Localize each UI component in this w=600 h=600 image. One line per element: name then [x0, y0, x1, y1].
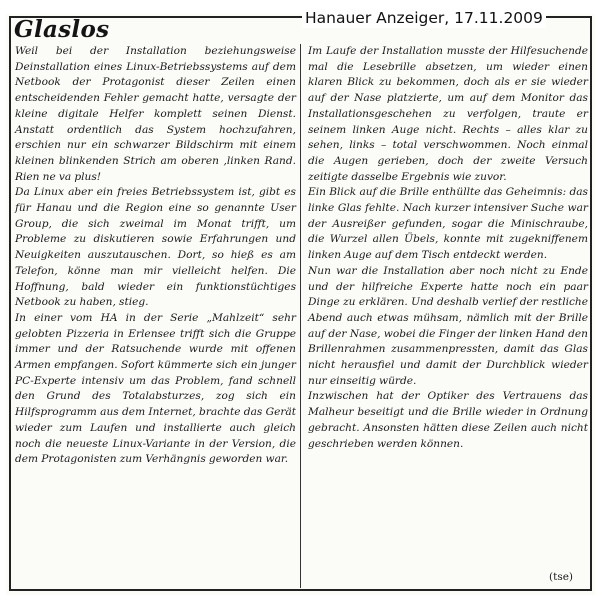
paragraph: Im Laufe der Installation musste der Hilfesuchende mal die Lesebrille absetzen, um wieder einen klaren Blick zu bekommen, doch als er sie wieder auf der Nase platzierte, um auf dem Monitor das Installationsgeschehen zu verfolgen, traute er seinem linken Auge nicht. Rechts – alles klar zu sehen, links – total verschwommen. Noch einmal die Augen gerieben, doch der zweite Versuch zeitigte dasselbe Ergebnis wie zuvor.: [308, 45, 588, 183]
paragraph: Weil bei der Installation beziehungsweise Deinstallation eines Linux-Betriebssystems auf dem Netbook der Protagonist dieser Zeilen einen entscheidenden Fehler gemacht hatte, versagte der kleine digitale Helfer komplett seinen Dienst. Anstatt ordentlich das System hochzufahren, erschien nur ein schwarzer Bildschirm mit einem kleinen blinkenden Strich am oberen ,linken Rand. Rien ne va plus!: [15, 45, 296, 183]
paragraph: Inzwischen hat der Optiker des Vertrauens das Malheur beseitigt und die Brille wieder in Ordnung gebracht. Ansonsten hätten diese Zeilen auch nicht geschrieben werden können.: [308, 390, 588, 450]
paragraph: Da Linux aber ein freies Betriebssystem ist, gibt es für Hanau und die Region eine so genannte User Group, die sich zweimal im Monat trifft, um Probleme zu diskutieren sowie Erfahrungen und Neuigkeiten auszutauschen. Dort, so hieß es am Telefon, könne man mir vielleicht helfen. Die Hoffnung, bald wieder ein funktionstüchtiges Netbook zu haben, stieg.: [15, 186, 296, 309]
article-column-left: [15, 44, 296, 468]
author-signature: (tse): [549, 571, 574, 583]
column-divider: [300, 44, 301, 588]
article-column-right: [308, 44, 588, 452]
headline: Glaslos: [14, 16, 110, 43]
source-label: Hanauer Anzeiger, 17.11.2009: [302, 8, 546, 28]
paragraph: Nun war die Installation aber noch nicht zu Ende und der hilfreiche Experte hatte noch ein paar Dinge zu erklären. Und deshalb verlief der restliche Abend auch etwas mühsam, nämlich mit der Brille auf der Nase, wobei die Finger der linken Hand den Brillenrahmen zusammenpressten, damit das Glas nicht herausfiel und damit der Durchblick wieder nur einseitig würde.: [308, 264, 588, 387]
paragraph: Ein Blick auf die Brille enthüllte das Geheimnis: das linke Glas fehlte. Nach kurzer intensiver Suche war der Ausreißer gefunden, sogar die Minischraube, die Wurzel allen Übels, konnte mit zugekniffenem linken Auge auf dem Tisch entdeckt werden.: [308, 186, 588, 262]
paragraph: In einer vom HA in der Serie „Mahlzeit“ sehr gelobten Pizzeria in Erlensee trifft sich die Gruppe immer und der Ratsuchende wurde mit offenen Armen empfangen. Sofort kümmerte sich ein junger PC-Experte intensiv um das Problem, fand schnell den Grund des Totalabsturzes, zog sich ein Hilfsprogramm aus dem Internet, brachte das Gerät wieder zum Laufen und installierte auch gleich noch die neueste Linux-Variante in der Version, die dem Protagonisten zum Verhängnis geworden war.: [15, 311, 296, 466]
